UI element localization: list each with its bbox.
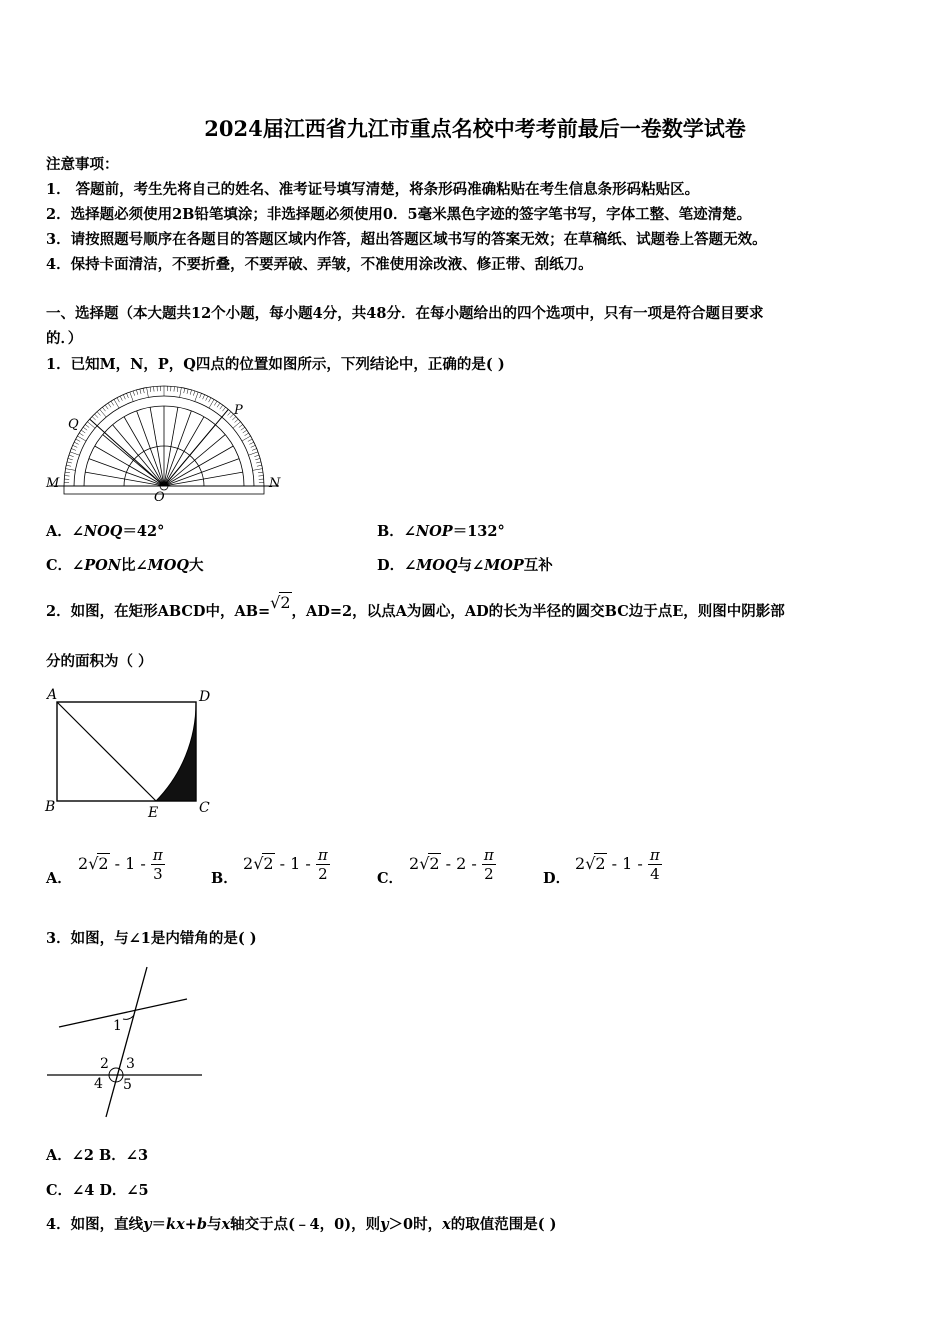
label-M: M (46, 476, 60, 491)
protractor-tick (241, 427, 245, 430)
protractor-tick (65, 476, 70, 477)
protractor-tick (177, 387, 178, 392)
protractor-tick (230, 414, 233, 418)
notice-heading: 注意事项： (46, 156, 119, 173)
question-4-stem: 4．如图，直线y＝kx+b与x轴交于点(﹣4，0)，则y＞0时，x的取值范围是( ) (46, 1216, 557, 1233)
protractor-tick (130, 392, 133, 401)
protractor-tick (220, 405, 223, 409)
protractor-tick (239, 424, 243, 427)
protractor-tick (83, 427, 87, 430)
protractor-tick (203, 395, 205, 400)
label-A: A (47, 687, 58, 703)
protractor-tick (147, 388, 149, 398)
q1-option-d: D．∠MOQ与∠MOP互补 (377, 557, 553, 574)
protractor-tick (127, 393, 129, 398)
label-B: B (45, 799, 56, 815)
protractor-tick (77, 436, 86, 441)
ray-OQ (90, 419, 164, 486)
protractor-tick (249, 452, 258, 455)
protractor-tick (73, 445, 78, 447)
protractor-tick (154, 387, 155, 392)
protractor-tick (68, 458, 73, 459)
protractor-tick (66, 469, 76, 471)
question-3-stem: 3．如图，与∠1是内错角的是( ) (46, 930, 257, 947)
protractor-figure (44, 380, 284, 502)
protractor-tick (255, 458, 260, 459)
protractor-tick (136, 390, 137, 395)
label-N: N (269, 476, 281, 491)
angle-label-3: 3 (126, 1056, 135, 1072)
rectangle-figure (42, 685, 222, 820)
protractor-tick (133, 391, 135, 396)
protractor-tick (200, 393, 202, 398)
protractor-tick (214, 401, 217, 405)
protractor-tick (74, 442, 78, 444)
protractor-tick (79, 433, 83, 436)
protractor-tick (249, 442, 253, 444)
protractor-tick (206, 396, 208, 400)
notice-item: 4．保持卡面清洁，不要折叠，不要弄破、弄皱，不准使用涂改液、修正带、刮纸刀。 (46, 256, 593, 273)
label-P: P (234, 403, 243, 418)
question-2-stem: 2．如图，在矩形ABCD中，AB=√2，AD=2，以点A为圆心，AD的长为半径的圆交BC边于点E，则图中阴影部 (46, 593, 785, 620)
angle-label-5: 5 (123, 1077, 132, 1093)
q3-options-row-1: A．∠2 B．∠3 (46, 1147, 149, 1164)
protractor-tick (174, 387, 175, 392)
label-Q: Q (68, 417, 79, 432)
protractor-tick (187, 389, 188, 394)
protractor-tick (105, 405, 108, 409)
q2-option-b: B． 2√2 - 1 - $\frac{\pi}{2}$ (211, 846, 328, 887)
protractor-tick (257, 465, 262, 466)
protractor-tick (254, 455, 259, 457)
notice-item: 1． 答题前，考生先将自己的姓名、准考证号填写清楚，将条形码准确粘贴在考生信息条形码粘贴区。 (46, 181, 700, 198)
protractor-tick (258, 472, 263, 473)
section-heading-line2: 的．） (46, 330, 83, 347)
protractor-tick (184, 388, 185, 393)
protractor-tick (235, 419, 239, 422)
q2-option-d: D． 2√2 - 1 - $\frac{\pi}{4}$ (543, 846, 660, 887)
label-O: O (154, 490, 165, 502)
section-heading-line1: 一、选择题（本大题共12个小题，每小题4分，共48分．在每小题给出的四个选项中，只有一项是符合题目要求 (46, 305, 764, 322)
angle-label-1: 1 (113, 1018, 122, 1034)
protractor-tick (209, 399, 214, 408)
notice-item: 2．选择题必须使用2B铅笔填涂；非选择题必须使用0．5毫米黑色字迹的签字笔书写，字体工整、笔迹清楚。 (46, 206, 752, 223)
protractor-tick (140, 389, 141, 394)
protractor-tick (258, 476, 263, 477)
protractor-tick (120, 396, 122, 400)
protractor-tick (71, 449, 76, 451)
question-2-stem-cont: 分的面积为（ ） (46, 653, 153, 670)
protractor-tick (209, 398, 211, 402)
protractor-tick (190, 390, 191, 395)
angle-label-4: 4 (94, 1076, 103, 1092)
angle-label-2: 2 (100, 1056, 109, 1072)
protractor-tick (92, 417, 96, 420)
q1-option-b: B．∠NOP＝132° (377, 523, 505, 540)
label-E: E (148, 805, 159, 820)
protractor-tick (242, 436, 251, 441)
protractor-tick (150, 387, 151, 392)
protractor-tick (180, 388, 182, 398)
page-title: 2024届江西省九江市重点名校中考考前最后一卷数学试卷 (204, 116, 746, 141)
protractor-tick (253, 469, 263, 471)
question-1-stem: 1．已知M，N，P，Q四点的位置如图所示，下列结论中，正确的是( ) (46, 356, 505, 373)
protractor-tick (256, 462, 261, 463)
protractor-tick (111, 401, 114, 405)
protractor-tick (65, 472, 70, 473)
protractor-tick (114, 399, 119, 408)
protractor-tick (245, 433, 249, 436)
protractor-tick (102, 407, 105, 411)
protractor-tick (81, 430, 85, 433)
protractor-tick (108, 403, 111, 407)
protractor-tick (248, 439, 252, 441)
q2-option-c: C． 2√2 - 2 - $\frac{\pi}{2}$ (377, 846, 494, 887)
label-C: C (199, 800, 210, 816)
protractor-tick (243, 430, 247, 433)
protractor-tick (67, 462, 72, 463)
q2-option-a: A． 2√2 - 1 - $\frac{\pi}{3}$ (46, 846, 163, 887)
protractor-tick (143, 388, 144, 393)
notice-item: 3．请按照题号顺序在各题目的答题区域内作答，超出答题区域书写的答案无效；在草稿纸、试题卷上答题无效。 (46, 231, 767, 248)
q3-options-row-2: C．∠4 D．∠5 (46, 1182, 149, 1199)
protractor-tick (95, 414, 98, 418)
protractor-tick (228, 412, 231, 416)
protractor-tick (76, 439, 80, 441)
protractor-tick (66, 465, 71, 466)
protractor-tick (117, 398, 119, 402)
protractor-tick (123, 395, 125, 400)
q1-option-a: A．∠NOQ＝42° (46, 523, 165, 540)
protractor-tick (70, 452, 79, 455)
protractor-tick (251, 445, 256, 447)
protractor-tick (222, 407, 225, 411)
protractor-tick (69, 455, 74, 457)
protractor-tick (252, 449, 257, 451)
q1-option-c: C．∠PON比∠MOQ大 (46, 557, 204, 574)
protractor-tick (193, 391, 195, 396)
label-D: D (199, 689, 211, 705)
protractor-tick (195, 392, 198, 401)
protractor-tick (97, 412, 100, 416)
protractor-tick (85, 424, 89, 427)
angles-figure (44, 962, 209, 1122)
protractor-tick (217, 403, 220, 407)
